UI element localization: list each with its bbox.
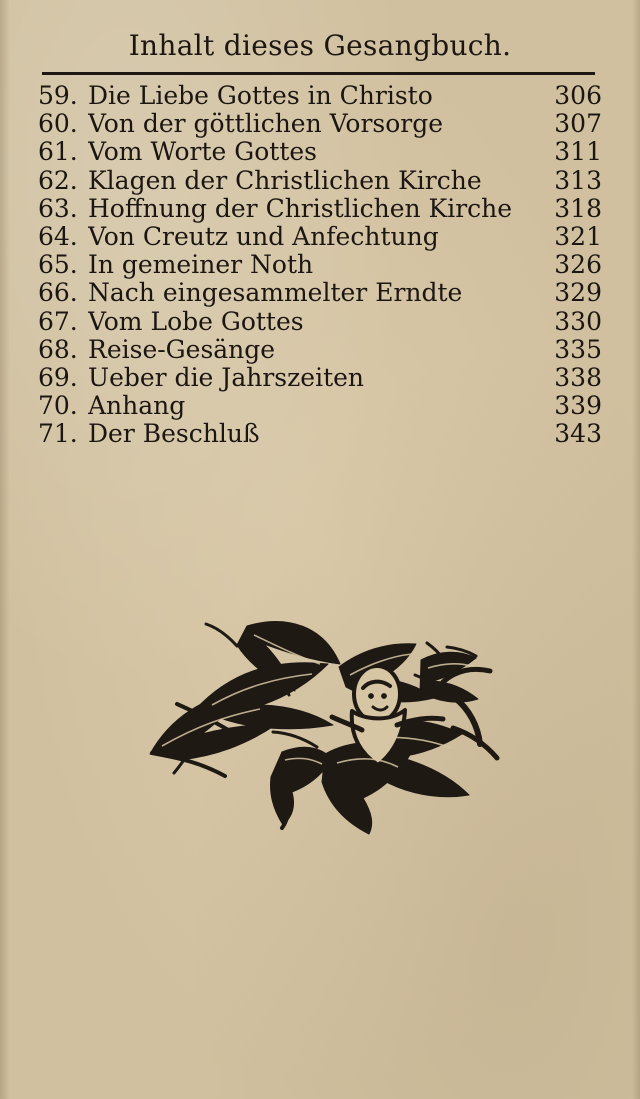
toc-row-70 [38,392,604,420]
toc-title: Der Beschluß [88,420,260,449]
right-page-edge-shadow [632,0,640,1099]
toc-page-number: 329 [554,278,602,308]
toc-number: 68. [38,334,78,364]
toc-row-64 [38,223,604,251]
toc-number: 70. [38,391,78,421]
toc-title: Reise-Gesänge [88,335,276,364]
ornament-icon [142,608,520,838]
toc-page-number: 335 [554,334,602,364]
toc-row-61 [38,138,604,166]
toc-row-66 [38,279,604,307]
toc-number: 60. [38,109,78,139]
toc-number: 65. [38,250,78,280]
toc-title: Hoffnung der Christlichen Kirche [88,194,513,223]
toc-page-number: 330 [554,306,602,336]
toc-title: Die Liebe Gottes in Christo [88,82,433,110]
toc-page-number: 321 [554,221,602,251]
left-page-edge-shadow [0,0,10,1099]
toc-title: Vom Lobe Gottes [88,307,304,336]
toc-page-number: 311 [554,137,602,167]
page-header-title: Inhalt dieses Gesangbuch. [128,29,512,62]
table-of-contents [38,82,604,448]
toc-number: 71. [38,419,78,449]
toc-number: 63. [38,193,78,223]
toc-row-63 [38,195,604,223]
toc-title: Vom Worte Gottes [88,138,317,167]
toc-row-68 [38,336,604,364]
toc-number: 67. [38,306,78,336]
toc-title: Anhang [88,392,186,421]
toc-row-59 [38,82,604,110]
toc-page-number: 306 [554,81,602,110]
toc-row-60 [38,110,604,138]
toc-number: 66. [38,278,78,308]
toc-number: 62. [38,165,78,195]
decorative-ornament [142,608,520,838]
header-rule [42,72,595,75]
toc-number: 61. [38,137,78,167]
toc-title: Nach eingesammelter Erndte [88,279,463,308]
toc-number: 69. [38,362,78,392]
toc-title: Von der göttlichen Vorsorge [88,110,444,139]
toc-title: Ueber die Jahrszeiten [88,363,365,392]
toc-page-number: 307 [554,109,602,139]
toc-page-number: 343 [554,419,602,449]
toc-page-number: 339 [554,391,602,421]
toc-title: In gemeiner Noth [88,251,314,280]
toc-number: 59. [38,81,78,110]
toc-number: 64. [38,221,78,251]
toc-page-number: 313 [554,165,602,195]
toc-page-number: 338 [554,362,602,392]
toc-title: Klagen der Christlichen Kirche [88,166,482,195]
toc-page-number: 318 [554,193,602,223]
toc-page-number: 326 [554,250,602,280]
toc-row-67 [38,308,604,336]
toc-title: Von Creutz und Anfechtung [88,222,439,251]
toc-row-71 [38,420,604,448]
toc-row-65 [38,251,604,279]
toc-row-69 [38,364,604,392]
toc-row-62 [38,167,604,195]
